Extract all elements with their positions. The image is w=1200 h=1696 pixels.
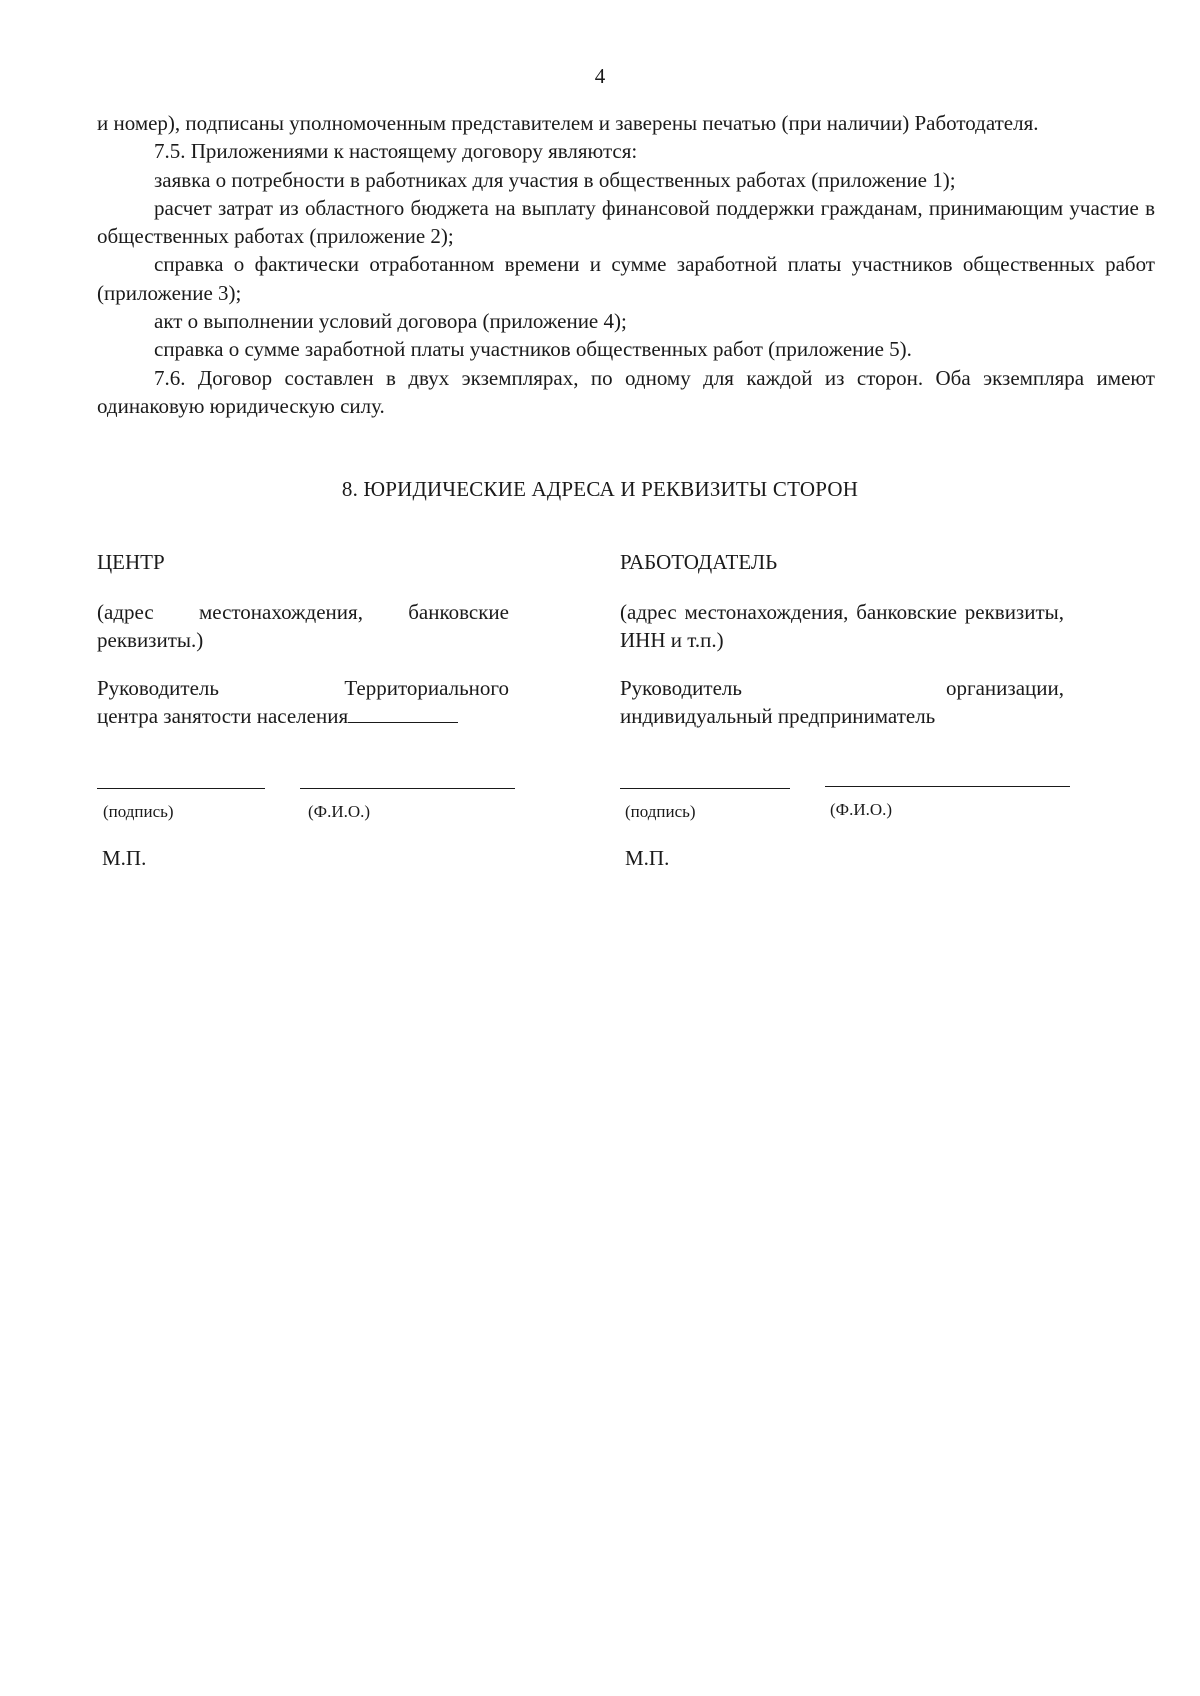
right-head-word1: Руководитель (620, 676, 742, 700)
right-fio-caption: (Ф.И.О.) (830, 800, 893, 819)
left-head-word2: Территориального (344, 676, 509, 700)
left-party-head (97, 674, 509, 731)
appendix-item-1: заявка о потребности в работниках для участия в общественных работах (приложение 1); (154, 167, 956, 192)
left-signature-caption: (подпись) (103, 802, 174, 821)
page-number: 4 (594, 64, 606, 88)
appendix-item-4: акт о выполнении условий договора (приложение 4); (154, 309, 627, 334)
right-stamp-place: М.П. (625, 846, 670, 870)
appendix-item-3: справка о фактически отработанном времени и сумме заработной платы участников общественных работ (приложение 3); (97, 252, 1155, 305)
right-fio-line (825, 786, 1070, 787)
paragraph-continuation: и номер), подписаны уполномоченным представителем и заверены печатью (при наличии) Работодателя. (97, 111, 1039, 135)
left-head-line2: центра занятости населения (97, 704, 349, 729)
right-signature-line (620, 788, 790, 789)
right-party-name: РАБОТОДАТЕЛЬ (620, 550, 778, 574)
right-party-head (620, 674, 1064, 731)
left-head-blank (348, 706, 458, 723)
appendix-item-2: расчет затрат из областного бюджета на выплату финансовой поддержки гражданам, принимающим участие в общественных работах (приложение 2); (97, 195, 1155, 249)
paragraph-7-5: 7.5. Приложениями к настоящему договору являются: (154, 139, 638, 164)
left-fio-line (300, 788, 515, 789)
paragraph-7-6: 7.6. Договор составлен в двух экземплярах, по одному для каждой из сторон. Оба экземпляра имеют одинаковую юридическую силу. (97, 365, 1155, 418)
contract-body-text (97, 109, 1155, 420)
left-signature-line (97, 788, 265, 789)
section-heading: 8. ЮРИДИЧЕСКИЕ АДРЕСА И РЕКВИЗИТЫ СТОРОН (341, 477, 859, 501)
right-head-line2: индивидуальный предприниматель (620, 704, 936, 729)
left-head-word1: Руководитель (97, 676, 219, 700)
appendix-item-5: справка о сумме заработной платы участников общественных работ (приложение 5). (154, 337, 912, 362)
left-party-block (97, 548, 509, 729)
right-signature-caption: (подпись) (625, 802, 696, 821)
left-fio-caption: (Ф.И.О.) (308, 802, 371, 821)
right-party-block (620, 548, 1064, 729)
right-head-word2: организации, (946, 676, 1064, 700)
left-party-name: ЦЕНТР (97, 550, 165, 574)
right-party-requisites: (адрес местонахождения, банковские реквизиты, ИНН и т.п.) (620, 600, 1064, 653)
left-party-requisites: (адрес местонахождения, банковские реквизиты.) (97, 600, 509, 653)
left-stamp-place: М.П. (102, 846, 147, 870)
